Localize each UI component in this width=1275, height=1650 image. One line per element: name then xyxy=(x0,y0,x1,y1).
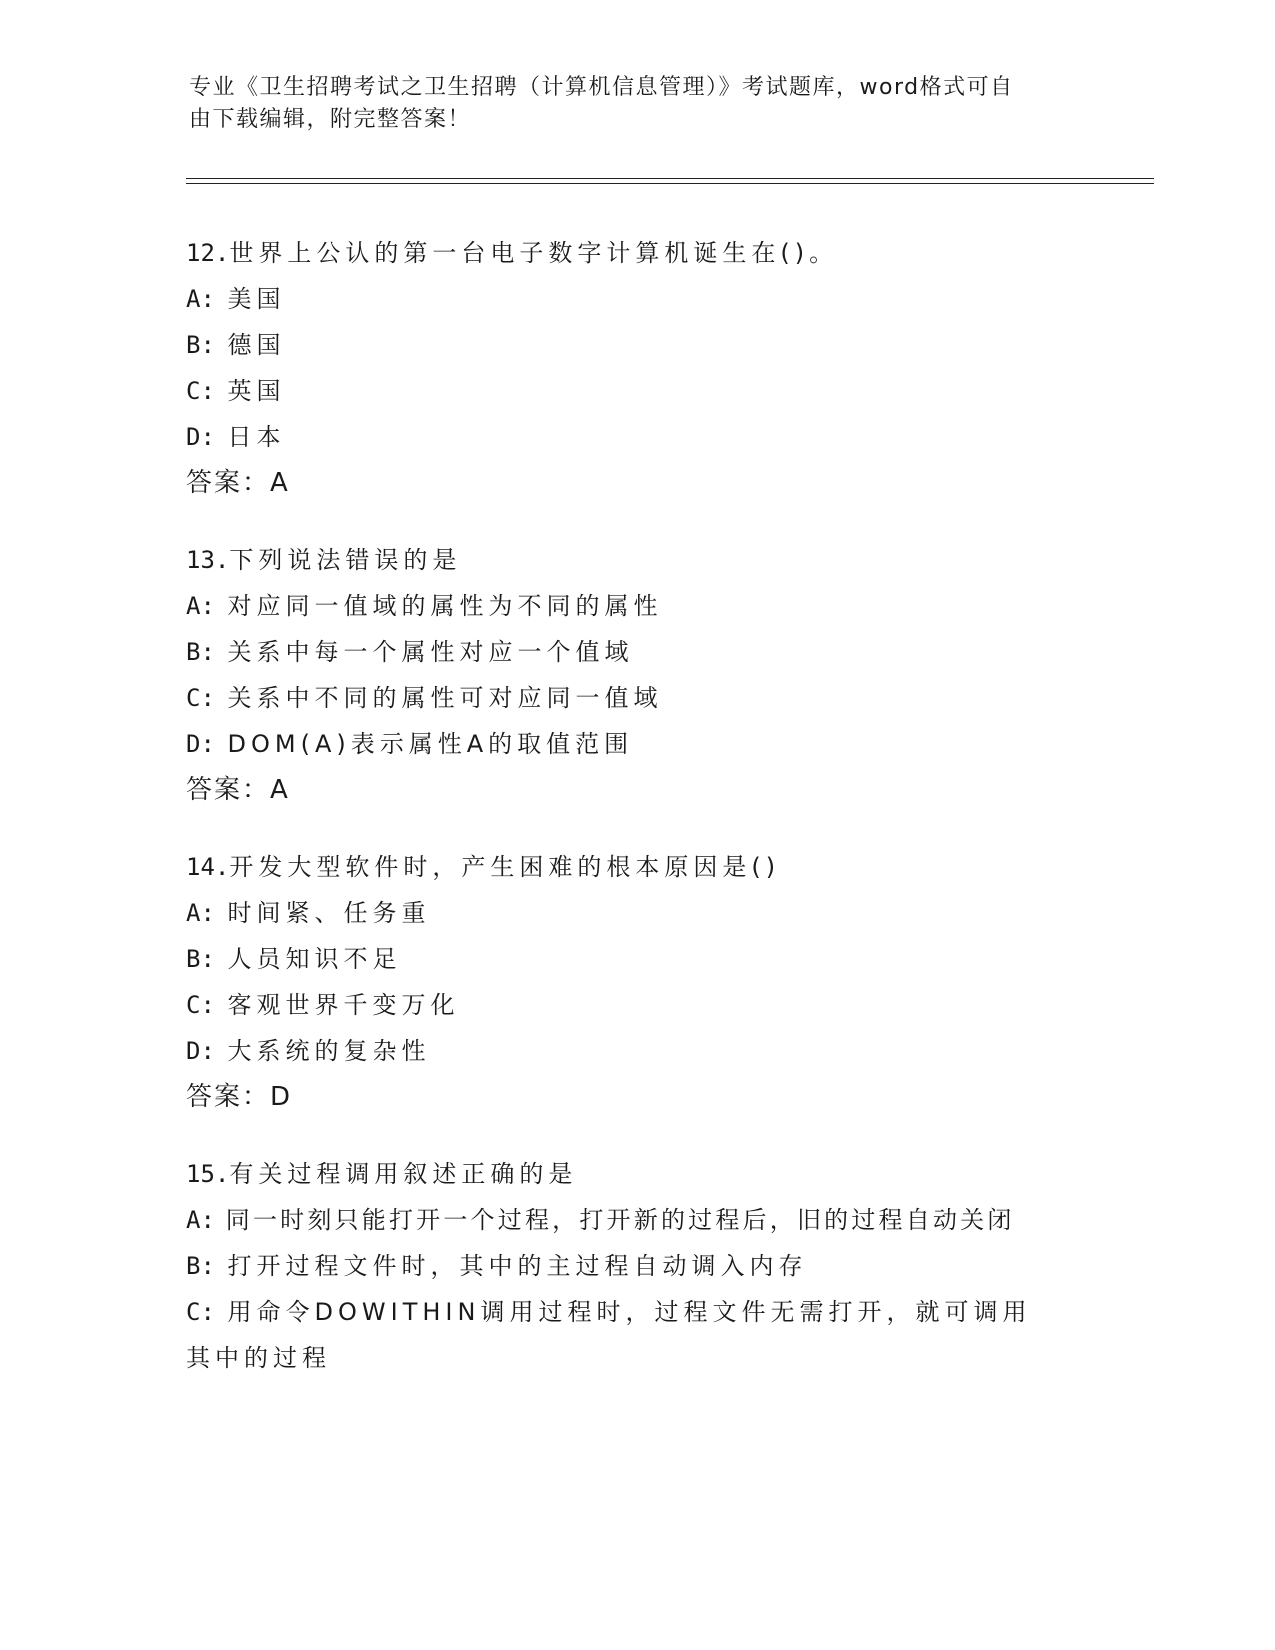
option-letter: C: xyxy=(186,377,215,405)
header-line-1: 专业《卫生招聘考试之卫生招聘（计算机信息管理）》考试题库，word格式可自 xyxy=(189,75,1014,100)
option-text: 英国 xyxy=(227,377,286,405)
question-list xyxy=(186,230,1086,1412)
option-letter: C: xyxy=(186,991,215,1019)
option-letter: A: xyxy=(186,1206,215,1234)
question-stem xyxy=(186,1151,1086,1197)
header-divider-bottom xyxy=(186,183,1154,184)
question-stem xyxy=(186,844,1086,890)
question-text: 世界上公认的第一台电子数字计算机诞生在()。 xyxy=(229,239,839,267)
option-d xyxy=(186,721,1086,767)
option-text: 美国 xyxy=(227,285,286,313)
question-text: 下列说法错误的是 xyxy=(229,546,462,574)
option-c xyxy=(186,675,1086,721)
answer-line: 答案：D xyxy=(186,1082,293,1112)
option-text: 日本 xyxy=(227,423,286,451)
answer-line: 答案：A xyxy=(186,775,290,805)
question-text: 开发大型软件时，产生困难的根本原因是() xyxy=(229,853,781,881)
question-stem xyxy=(186,230,1086,276)
option-c xyxy=(186,1289,1036,1381)
option-letter: B: xyxy=(186,1252,215,1280)
option-a xyxy=(186,1197,1086,1243)
option-letter: B: xyxy=(186,638,215,666)
option-d xyxy=(186,1028,1086,1074)
question-number: 15. xyxy=(186,1160,230,1188)
option-letter: D: xyxy=(186,423,215,451)
option-a xyxy=(186,276,1086,322)
question-15 xyxy=(186,1151,1086,1381)
question-text: 有关过程调用叙述正确的是 xyxy=(229,1160,578,1188)
option-letter: B: xyxy=(186,945,215,973)
option-text: DOM(A)表示属性A的取值范围 xyxy=(227,730,634,758)
option-text: 对应同一值域的属性为不同的属性 xyxy=(227,592,663,620)
option-text: 关系中每一个属性对应一个值域 xyxy=(227,638,634,666)
option-text: 大系统的复杂性 xyxy=(227,1037,431,1065)
option-letter: A: xyxy=(186,285,215,313)
question-stem xyxy=(186,537,1086,583)
question-12 xyxy=(186,230,1086,506)
question-number: 12. xyxy=(186,239,230,267)
option-a xyxy=(186,583,1086,629)
option-text: 用命令DOWITHIN调用过程时，过程文件无需打开，就可调用其中的过程 xyxy=(186,1298,1032,1372)
option-text: 关系中不同的属性可对应同一值域 xyxy=(227,684,663,712)
header-divider-top xyxy=(186,178,1154,179)
document-header xyxy=(189,72,1089,136)
question-number: 13. xyxy=(186,546,230,574)
option-letter: B: xyxy=(186,331,215,359)
option-text: 打开过程文件时，其中的主过程自动调入内存 xyxy=(227,1252,808,1280)
option-text: 德国 xyxy=(227,331,286,359)
option-text: 时间紧、任务重 xyxy=(227,899,431,927)
option-c xyxy=(186,368,1086,414)
option-letter: A: xyxy=(186,592,215,620)
option-text: 同一时刻只能打开一个过程，打开新的过程后，旧的过程自动关闭 xyxy=(225,1206,1015,1234)
option-b xyxy=(186,629,1086,675)
option-text: 人员知识不足 xyxy=(227,945,402,973)
option-d xyxy=(186,414,1086,460)
option-text: 客观世界千变万化 xyxy=(227,991,460,1019)
question-13 xyxy=(186,537,1086,813)
option-letter: C: xyxy=(186,1298,215,1326)
header-line-2: 由下载编辑，附完整答案！ xyxy=(189,107,472,132)
option-b xyxy=(186,1243,1086,1289)
option-b xyxy=(186,936,1086,982)
option-c xyxy=(186,982,1086,1028)
question-number: 14. xyxy=(186,853,230,881)
option-letter: A: xyxy=(186,899,215,927)
option-b xyxy=(186,322,1086,368)
question-14 xyxy=(186,844,1086,1120)
option-letter: D: xyxy=(186,730,215,758)
answer-line: 答案：A xyxy=(186,468,290,498)
option-a xyxy=(186,890,1086,936)
option-letter: D: xyxy=(186,1037,215,1065)
option-letter: C: xyxy=(186,684,215,712)
